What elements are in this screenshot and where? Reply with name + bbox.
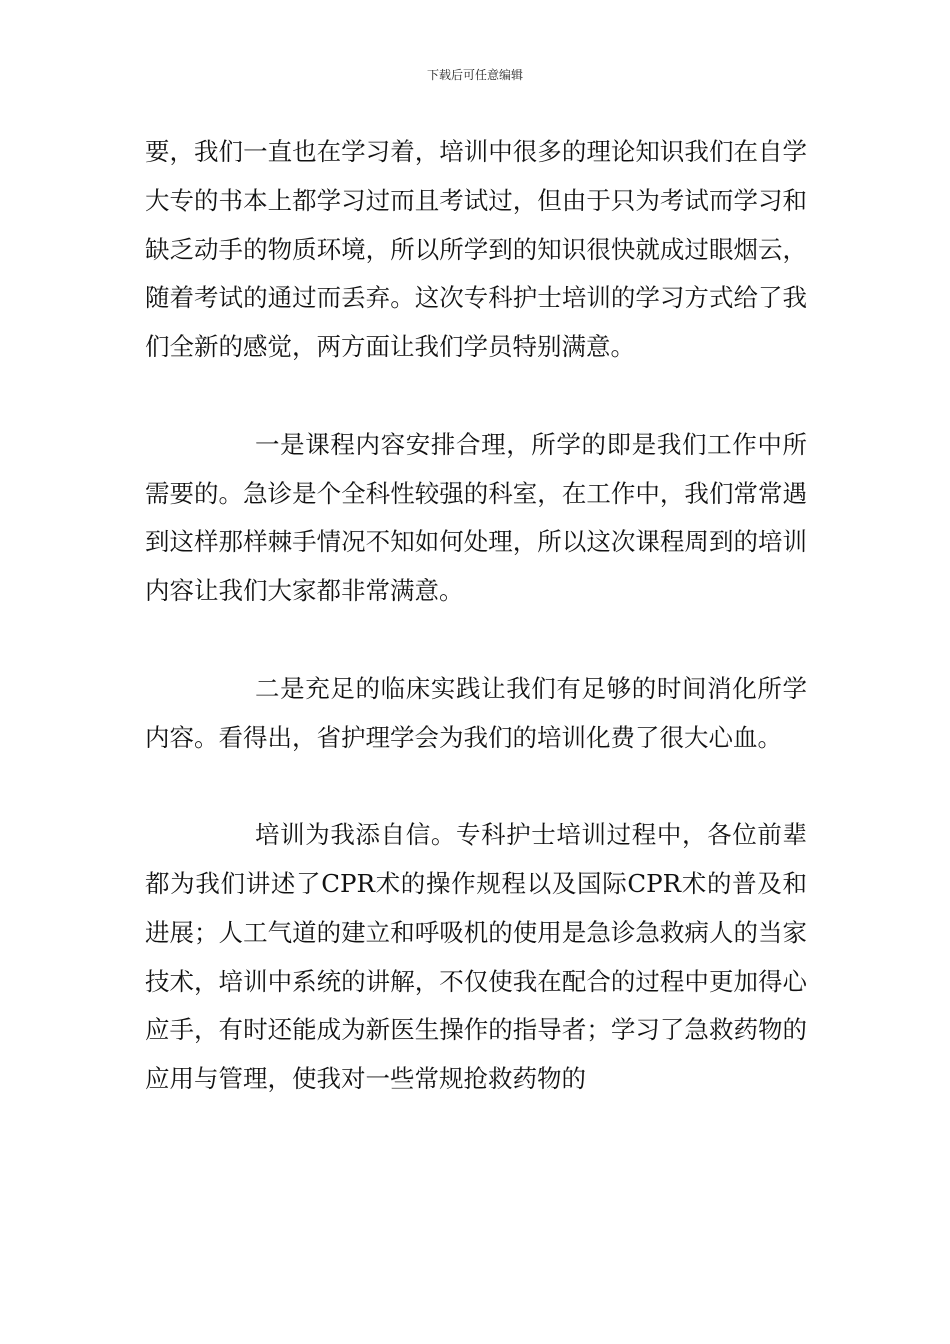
- paragraph-spacer: [145, 616, 807, 665]
- paragraph-1: 要，我们一直也在学习着，培训中很多的理论知识我们在自学大专的书本上都学习过而且考试过，但由于只为考试而学习和缺乏动手的物质环境，所以所学到的知识很快就成过眼烟云，随着考试的通过而丢弃。这次专科护士培训的学习方式给了我们全新的感觉，两方面让我们学员特别满意。: [145, 137, 807, 362]
- page-header: 下载后可任意编辑: [426, 68, 523, 82]
- paragraph-spacer: [145, 762, 807, 811]
- paragraph-spacer: [145, 372, 807, 421]
- paragraph-3: 二是充足的临床实践让我们有足够的时间消化所学内容。看得出，省护理学会为我们的培训化费了很大心血。: [145, 673, 807, 752]
- paragraph-4: 培训为我添自信。专科护士培训过程中，各位前辈都为我们讲述了CPR术的操作规程以及国际CPR术的普及和进展；人工气道的建立和呼吸机的使用是急诊急救病人的当家技术，培训中系统的讲解，不仅使我在配合的过程中更加得心应手，有时还能成为新医生操作的指导者；学习了急救药物的应用与管理，使我对一些常规抢救药物的: [145, 820, 807, 1094]
- paragraph-2: 一是课程内容安排合理，所学的即是我们工作中所需要的。急诊是个全科性较强的科室，在工作中，我们常常遇到这样那样棘手情况不知如何处理，所以这次课程周到的培训内容让我们大家都非常满意。: [145, 429, 807, 606]
- document-body: [145, 128, 807, 1104]
